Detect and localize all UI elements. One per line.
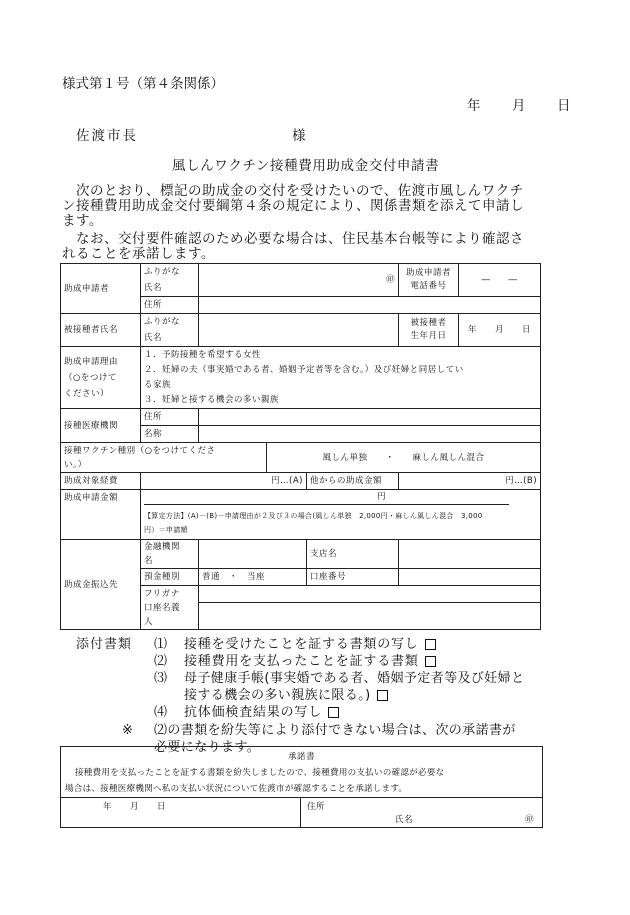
attachment-checkbox-2[interactable] xyxy=(425,656,436,667)
form-number: 様式第１号（第４条関係） xyxy=(62,76,224,92)
note-mark: ※ xyxy=(122,723,133,738)
account-no-label: 口座番号 xyxy=(307,569,399,586)
account-holder-field[interactable] xyxy=(199,586,541,630)
consent-box xyxy=(60,746,543,828)
date-month: 月 xyxy=(512,98,526,114)
applicant-address-label: 住所 xyxy=(141,297,199,314)
clinic-name-field[interactable] xyxy=(199,426,541,443)
vaccinee-dob-field[interactable]: 年 月 日 xyxy=(459,314,541,347)
account-holder-furigana[interactable] xyxy=(199,586,540,603)
attachment-checkbox-1[interactable] xyxy=(425,639,436,650)
consent-name-label: 氏名 xyxy=(395,815,414,825)
consent-seal: ㊞ xyxy=(525,815,535,825)
seal-mark: ㊞ xyxy=(386,275,396,285)
applicant-address-field[interactable] xyxy=(199,297,541,314)
clinic-label: 接種医療機関 xyxy=(61,409,141,443)
account-type-options[interactable]: 普通 ・ 当座 xyxy=(199,569,307,586)
document-title: 風しんワクチン接種費用助成金交付申請書 xyxy=(172,158,440,174)
amount-field[interactable] xyxy=(141,490,541,540)
consent-divider xyxy=(61,797,542,798)
clinic-address-field[interactable] xyxy=(199,409,541,426)
other-subsidy-field[interactable]: 円…(B) xyxy=(399,473,541,490)
cost-field[interactable]: 円…(A) xyxy=(141,473,307,490)
applicant-phone-field[interactable]: ― ― xyxy=(459,264,541,297)
consent-line-1: 接種費用を支払ったことを証する書類を紛失しましたので、接種費用の支払いの確認が必要な xyxy=(75,768,445,778)
vaccinee-label: 被接種者氏名 xyxy=(61,314,141,347)
body-paragraph-1: 次のとおり、標記の助成金の交付を受けたいので、佐渡市風しんワクチ xyxy=(76,183,524,199)
branch-label: 支店名 xyxy=(307,540,399,569)
cost-label: 助成対象経費 xyxy=(61,473,141,490)
attachment-item-2: 接種費用を支払ったことを証する書類 xyxy=(184,653,436,670)
branch-field[interactable] xyxy=(399,540,541,569)
reason-option-1[interactable]: １．予防接種を希望する女性 xyxy=(144,349,262,360)
consent-date[interactable]: 年 月 日 xyxy=(103,802,167,812)
account-no-field[interactable] xyxy=(399,569,541,586)
transfer-label: 助成金振込先 xyxy=(61,540,141,630)
applicant-label: 助成申請者 xyxy=(61,264,141,314)
attachment-number-4: ⑷ xyxy=(154,705,168,720)
attachments-label: 添付書類 xyxy=(76,637,133,652)
application-form-table xyxy=(60,263,541,630)
attachment-checkbox-3[interactable] xyxy=(377,690,388,701)
vaccinee-name-label: 氏名 xyxy=(141,330,199,347)
addressee: 佐渡市長 xyxy=(76,128,138,144)
vaccine-type-label: 接種ワクチン種別（○をつけてくださ い。） xyxy=(61,443,267,473)
body-paragraph-1-cont: ン接種費用助成金交付要綱第４条の規定により、関係書類を添えて申請し ます。 xyxy=(62,198,524,229)
attachment-item-1: 接種を受けたことを証する書類の写し xyxy=(184,636,436,653)
clinic-name-label: 名称 xyxy=(141,426,199,443)
calc-method: 【算定方法】(A)－(B)－申請理由が２及び３の場合(風しん単独 2,000円・麻しん風しん混合 3,000 円）＝申請額 xyxy=(144,512,483,534)
amount-yen: 円 xyxy=(144,490,509,505)
consent-line-2: 場合は、接種医療機関へ私の支払い状況について佐渡市が確認することを承諾します。 xyxy=(65,784,408,794)
attachment-number-3: ⑶ xyxy=(154,671,168,686)
attachment-number-1: ⑴ xyxy=(154,637,168,652)
vaccinee-name-field[interactable] xyxy=(199,314,399,347)
other-subsidy-label: 他からの助成金額 xyxy=(307,473,399,490)
body-paragraph-2: なお、交付要件確認のため必要な場合は、住民基本台帳等により確認さ xyxy=(76,231,524,247)
date-day: 日 xyxy=(557,98,571,114)
bank-field[interactable] xyxy=(199,540,307,569)
account-holder-label: フリガナ 口座名義 人 xyxy=(141,586,199,630)
attachment-item-4: 抗体価検査結果の写し xyxy=(184,704,339,721)
date-year: 年 xyxy=(467,98,481,114)
applicant-name-field[interactable] xyxy=(199,264,399,297)
amount-label: 助成申請金額 xyxy=(61,490,141,540)
consent-title: 承諾書 xyxy=(287,752,315,762)
reason-label: 助成申請理由 （○をつけて ください） xyxy=(61,347,141,409)
body-paragraph-2-cont: れることを承諾します。 xyxy=(62,246,215,262)
vaccinee-dob-label: 被接種者 生年月日 xyxy=(399,314,459,347)
bank-label: 金融機関 名 xyxy=(141,540,199,569)
honorific: 様 xyxy=(292,128,306,144)
applicant-phone-label: 助成申請者 電話番号 xyxy=(399,264,459,297)
reason-option-2[interactable]: ２．妊婦の夫（事実婚である者、婚姻予定者等を含む。）及び妊婦と同居してい xyxy=(144,364,464,375)
applicant-furigana-label: ふりがな xyxy=(141,264,199,281)
reason-option-3[interactable]: ３．妊婦と接する機会の多い親族 xyxy=(144,394,280,405)
attachment-item-3: 母子健康手帳(事実婚である者、婚姻予定者等及び妊婦と 接する機会の多い親族に限る。) xyxy=(184,671,525,703)
clinic-address-label: 住所 xyxy=(141,409,199,426)
vaccinee-furigana-label: ふりがな xyxy=(141,314,199,331)
consent-address-label: 住所 xyxy=(307,802,326,812)
vaccine-type-options[interactable]: 風しん単独 ・ 麻しん風しん混合 xyxy=(267,443,541,473)
consent-vertical-divider xyxy=(300,797,301,827)
account-type-label: 預金種別 xyxy=(141,569,199,586)
attachment-number-2: ⑵ xyxy=(154,654,168,669)
attachment-note: ⑵の書類を紛失等により添付できない場合は、次の承諾書が 必要になります。 xyxy=(154,723,516,755)
applicant-name-label: 氏名 xyxy=(141,280,199,297)
attachment-checkbox-4[interactable] xyxy=(328,707,339,718)
reason-options[interactable]: １．予防接種を希望する女性 ２．妊婦の夫（事実婚である者、婚姻予定者等を含む。）及び妊婦と同居してい る家族 ３．妊婦と接する機会の多い親族 xyxy=(141,347,541,409)
